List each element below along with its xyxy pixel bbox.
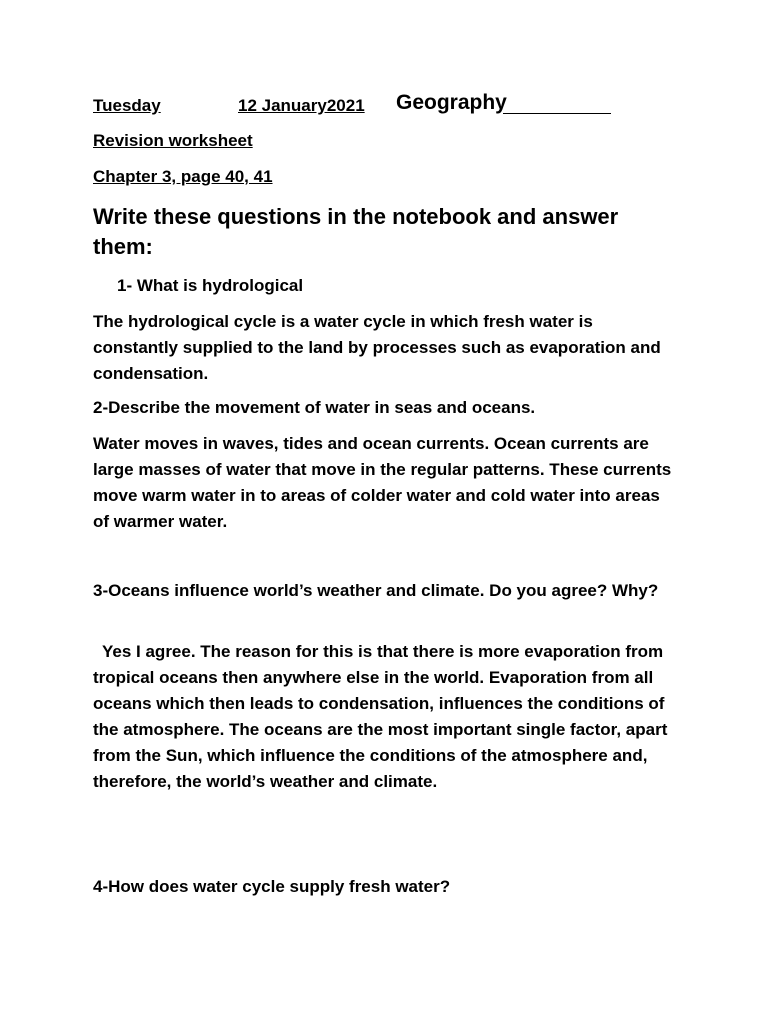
- question-1: 1- What is hydrological: [117, 276, 304, 295]
- header-underline-rule: [503, 113, 611, 114]
- answer-2: Water moves in waves, tides and ocean currents. Ocean currents are large masses of water that move in the regular patterns. These currents move warm water in to areas of colder water and cold water into areas of warmer water.: [93, 434, 672, 531]
- question-2: 2-Describe the movement of water in seas and oceans.: [93, 398, 536, 417]
- header-subject: Geography: [396, 91, 507, 114]
- answer-1: The hydrological cycle is a water cycle in which fresh water is constantly supplied to the land by processes such as evaporation and condensation.: [93, 312, 661, 383]
- worksheet-subtitle: Revision worksheet: [93, 131, 253, 150]
- header-date: 12 January2021: [238, 96, 365, 115]
- header-day: Tuesday: [93, 96, 161, 115]
- chapter-reference: Chapter 3, page 40, 41: [93, 167, 273, 186]
- question-3: 3-Oceans influence world’s weather and climate. Do you agree? Why?: [93, 581, 659, 600]
- question-4: 4-How does water cycle supply fresh water?: [93, 877, 451, 896]
- instruction-heading: Write these questions in the notebook and answer them:: [93, 204, 619, 259]
- answer-3: Yes I agree. The reason for this is that there is more evaporation from tropical oceans then anywhere else in the world. Evaporation from all oceans which then leads to condensation, influences the conditions of the atmosphere. The oceans are the most important single factor, apart from the Sun, which influence the conditions of the atmosphere and, therefore, the world’s weather and climate.: [93, 642, 668, 791]
